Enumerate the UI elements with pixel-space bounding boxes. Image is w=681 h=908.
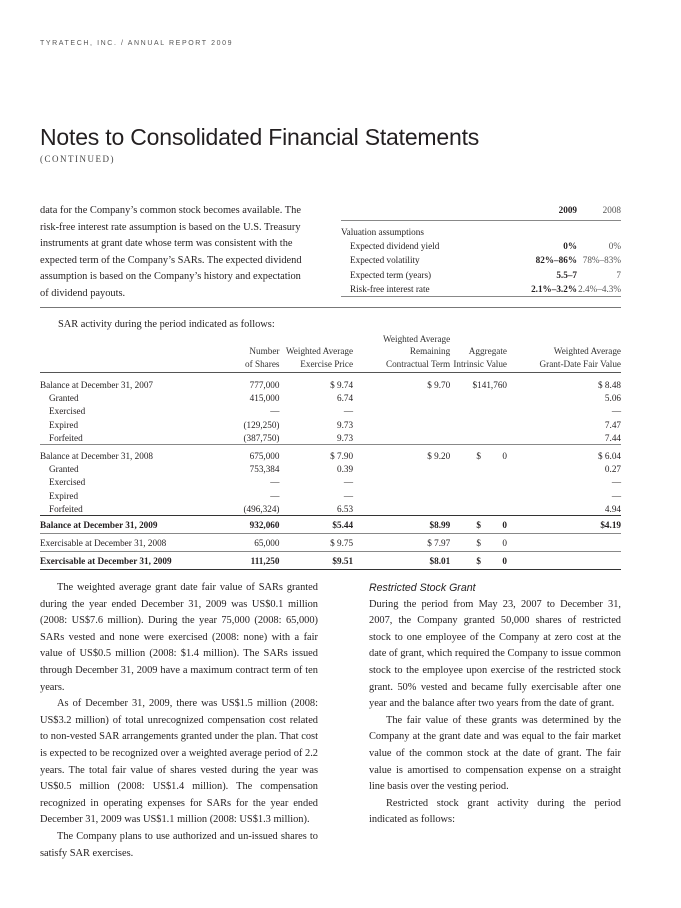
body-paragraph: The fair value of these grants was determined by the Company at the grant date and was equal to the fair market value of the common stock at the date of grant. The fair value is amortised to compensation expense on a straight line basis over the vesting period. xyxy=(369,714,621,793)
valuation-header-row xyxy=(341,205,621,221)
restricted-stock-heading: Restricted Stock Grant xyxy=(369,582,476,594)
valuation-row: Expected term (years) 5.5–7 7 xyxy=(350,269,621,280)
sar-intro: SAR activity during the period indicated as follows: xyxy=(58,319,275,330)
valuation-row: Expected volatility 82%–86% 78%–83% xyxy=(350,255,621,266)
year-2008-header: 2008 xyxy=(577,205,621,221)
body-paragraph: During the period from May 23, 2007 to December 31, 2007, the Company granted 50,000 shares of restricted stock to one employee of the Company at zero cost at the date of grant, which required the Company to issue common stock to the employee upon exercise of the restricted stock grant. 50% vested and became fully exercisable after one year and the balance after two years from the date of grant. xyxy=(369,598,621,710)
table-row: Granted 753,384 0.39 0.27 xyxy=(49,464,621,475)
valuation-row: Expected dividend yield 0% 0% xyxy=(350,241,621,252)
table-row: Expired — — — xyxy=(49,490,621,501)
year-2009-header: 2009 xyxy=(511,205,577,221)
body-paragraph: Restricted stock grant activity during the period indicated as follows: xyxy=(369,797,621,826)
table-row: Forfeited (387,750) 9.73 7.44 xyxy=(49,432,621,443)
sar-activity-table xyxy=(40,331,621,570)
exercisable-2009-row: Exercisable at December 31, 2009 111,250 $9.51 $8.01 $ 0 xyxy=(40,552,621,570)
page-title: Notes to Consolidated Financial Statements xyxy=(40,124,480,150)
exercisable-2008-row: Exercisable at December 31, 2008 65,000 $ 9.75 $ 7.97 $ 0 xyxy=(40,534,621,552)
table-row: Exercised — — — xyxy=(49,477,621,488)
table-row: Exercised — — — xyxy=(49,406,621,417)
sar-header-row: Weighted Average xyxy=(383,333,451,344)
valuation-section-label: Valuation assumptions xyxy=(341,227,424,238)
intro-paragraph: data for the Company’s common stock becomes available. The risk-free interest rate assumption is based on the U.S. Treasury instruments at grant date whose term was consistent with the expected term of the Company’s SARs. The expected dividend assumption is based on the Company’s history and expectation of dividend payouts. xyxy=(40,205,302,299)
body-paragraph: The Company plans to use authorized and un-issued shares to satisfy SAR exercises. xyxy=(40,830,318,859)
sar-header-row: of Shares Exercise Price Contractual Term Intrinsic Value Grant-Date Fair Value xyxy=(40,356,621,372)
balance-2009-row: Balance at December 31, 2009 932,060 $5.44 $8.99 $ 0 $4.19 xyxy=(40,516,621,534)
valuation-section-row xyxy=(341,221,621,240)
valuation-row: Risk-free interest rate 2.1%–3.2% 2.4%–4.3% xyxy=(341,282,621,297)
page-subtitle: (CONTINUED) xyxy=(40,154,115,164)
table-row: Balance at December 31, 2008 675,000 $ 7.90 $ 9.20 $ 0 $ 6.04 xyxy=(40,445,621,463)
section-divider xyxy=(40,307,621,308)
table-row: Forfeited (496,324) 6.53 4.94 xyxy=(49,503,621,514)
report-header: TYRATECH, INC. / ANNUAL REPORT 2009 xyxy=(40,40,234,47)
sar-header-row: Number Weighted Average Remaining Aggregate Weighted Average xyxy=(249,346,621,356)
right-text-column xyxy=(369,580,621,829)
left-text-column xyxy=(40,580,318,862)
valuation-assumptions-table xyxy=(341,205,621,297)
body-paragraph: As of December 31, 2009, there was US$1.5 million (2008: US$3.2 million) of total unrecognized compensation cost related to non-vested SAR arrangements granted under the plan. That cost is expected to be recognized over a weighted average period of 2.2 years. The total fair value of shares vested during the year was US$0.5 million (2008: US$1.4 million). The compensation recognized in operating expenses for SARs for the year ended December 31, 2009 was US$1.1 million (2008: US$1.3 million). xyxy=(40,698,318,826)
body-paragraph: The weighted average grant date fair value of SARs granted during the year ended December 31, 2009 was US$0.1 million (2008: US$7.6 million). During the year 75,000 (2008: 65,000) SARs vested and none were exercised (2008: none) with a fair value of US$0.5 million (2008: $1.4 million). The SARs issued through December 31, 2009 have a maximum contract term of ten years. xyxy=(40,582,318,693)
table-row: Granted 415,000 6.74 5.06 xyxy=(49,393,621,404)
table-row: Expired (129,250) 9.73 7.47 xyxy=(49,419,621,430)
table-row: Balance at December 31, 2007 777,000 $ 9.74 $ 9.70 $141,760 $ 8.48 xyxy=(40,380,621,391)
